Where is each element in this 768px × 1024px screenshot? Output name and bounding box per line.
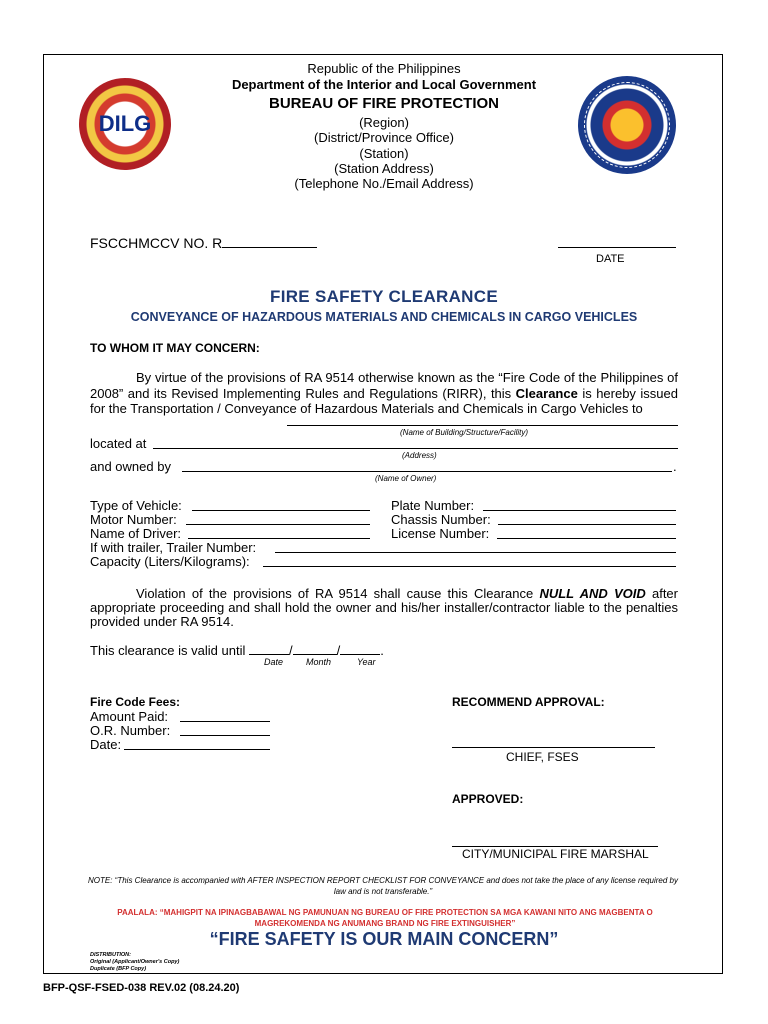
driver-name-label: Name of Driver:: [90, 526, 182, 541]
owner-period: .: [673, 459, 677, 474]
validity-year-line[interactable]: [340, 643, 380, 655]
dilg-logo: DILG: [79, 78, 171, 170]
date-line: [558, 247, 676, 248]
form-code: BFP-QSF-FSED-038 REV.02 (08.24.20): [43, 982, 240, 994]
clearance-number: FSCCHMCCV NO. R: [90, 235, 317, 251]
telephone-line: (Telephone No./Email Address): [294, 176, 474, 191]
facility-name-line[interactable]: [287, 425, 678, 426]
or-number-label: O.R. Number:: [90, 723, 171, 738]
clearance-paragraph: By virtue of the provisions of RA 9514 otherwise known as the “Fire Code of the Philippines of 2008” and its Revised Implementing Rules and Regulations (RIRR), this Clearance is hereby issued for the Transportation / Conveyance of Hazardous Materials and Chemicals in Cargo Vehicles to: [90, 370, 679, 416]
republic-line: Republic of the Philippines: [307, 61, 461, 76]
owner-hint: (Name of Owner): [375, 474, 437, 483]
located-label: located at: [90, 436, 147, 451]
capacity-line[interactable]: [263, 566, 676, 567]
department-line: Department of the Interior and Local Government: [231, 77, 537, 92]
violation-paragraph: Violation of the provisions of RA 9514 shall cause this Clearance NULL AND VOID after appropriate proceeding and shall hold the owner and his/her installer/contractor liable to the penalties provided under RA 9514.: [90, 586, 678, 629]
clearance-note: NOTE: “This Clearance is accompanied with AFTER INSPECTION REPORT CHECKLIST FOR CONVEYANCE and does not take the place of any license required by law and is not transferable.”: [88, 876, 678, 896]
address-hint: (Address): [402, 451, 437, 460]
fire-code-fees-title: Fire Code Fees:: [90, 695, 181, 709]
chassis-number-line[interactable]: [498, 524, 676, 525]
address-line[interactable]: [153, 448, 678, 449]
or-number-line[interactable]: [180, 735, 270, 736]
document-title: FIRE SAFETY CLEARANCE: [270, 287, 498, 306]
driver-name-line[interactable]: [188, 538, 370, 539]
validity-line: This clearance is valid until / / .: [90, 643, 384, 658]
chief-signature-line[interactable]: [452, 747, 655, 748]
approved-label: APPROVED:: [452, 792, 524, 806]
station-address-line: (Station Address): [334, 161, 434, 176]
validity-date-line[interactable]: [249, 643, 289, 655]
clearance-number-line: [222, 236, 317, 248]
vehicle-type-line[interactable]: [192, 510, 370, 511]
fee-date-label: Date:: [90, 737, 122, 752]
document-subtitle: CONVEYANCE OF HAZARDOUS MATERIALS AND CHEMICALS IN CARGO VEHICLES: [130, 310, 638, 324]
plate-number-line[interactable]: [483, 510, 676, 511]
vehicle-type-label: Type of Vehicle:: [90, 498, 182, 513]
trailer-number-line[interactable]: [275, 552, 676, 553]
station-line: (Station): [359, 146, 409, 161]
owned-label: and owned by: [90, 459, 171, 474]
license-number-line[interactable]: [497, 538, 676, 539]
salutation: TO WHOM IT MAY CONCERN:: [90, 341, 260, 355]
distribution-list: DISTRIBUTION: Original (Applicant/Owner's Copy) Duplicate (BFP Copy): [90, 952, 180, 972]
trailer-number-label: If with trailer, Trailer Number:: [90, 540, 257, 555]
recommend-approval-label: RECOMMEND APPROVAL:: [452, 695, 605, 709]
validity-month-line[interactable]: [293, 643, 337, 655]
amount-paid-line[interactable]: [180, 721, 270, 722]
chassis-number-label: Chassis Number:: [391, 512, 491, 527]
validity-month-hint: Month: [306, 657, 332, 667]
validity-year-hint: Year: [357, 657, 376, 667]
bureau-line: BUREAU OF FIRE PROTECTION: [268, 95, 499, 112]
license-number-label: License Number:: [391, 526, 490, 541]
paalala-warning: PAALALA: “MAHIGPIT NA IPINAGBABAWAL NG PAMUNUAN NG BUREAU OF FIRE PROTECTION SA MGA KAWANI NITO ANG MAGBENTA O MAGREKOMENDA NG ANUMANG BRAND NG FIRE EXTINGUISHER”: [117, 908, 653, 928]
amount-paid-label: Amount Paid:: [90, 709, 169, 724]
facility-name-hint: (Name of Building/Structure/Facility): [400, 428, 529, 437]
fire-marshal-label: CITY/MUNICIPAL FIRE MARSHAL: [462, 847, 649, 861]
district-line: (District/Province Office): [314, 130, 454, 145]
region-line: (Region): [359, 115, 409, 130]
validity-date-hint: Date: [264, 657, 284, 667]
capacity-label: Capacity (Liters/Kilograms):: [90, 554, 250, 569]
motor-number-line[interactable]: [186, 524, 370, 525]
plate-number-label: Plate Number:: [391, 498, 475, 513]
fee-date-line[interactable]: [124, 749, 270, 750]
motto: “FIRE SAFETY IS OUR MAIN CONCERN”: [209, 929, 559, 949]
date-label: DATE: [596, 253, 625, 265]
owner-line[interactable]: [182, 471, 672, 472]
motor-number-label: Motor Number:: [90, 512, 177, 527]
chief-fses-label: CHIEF, FSES: [506, 750, 579, 764]
